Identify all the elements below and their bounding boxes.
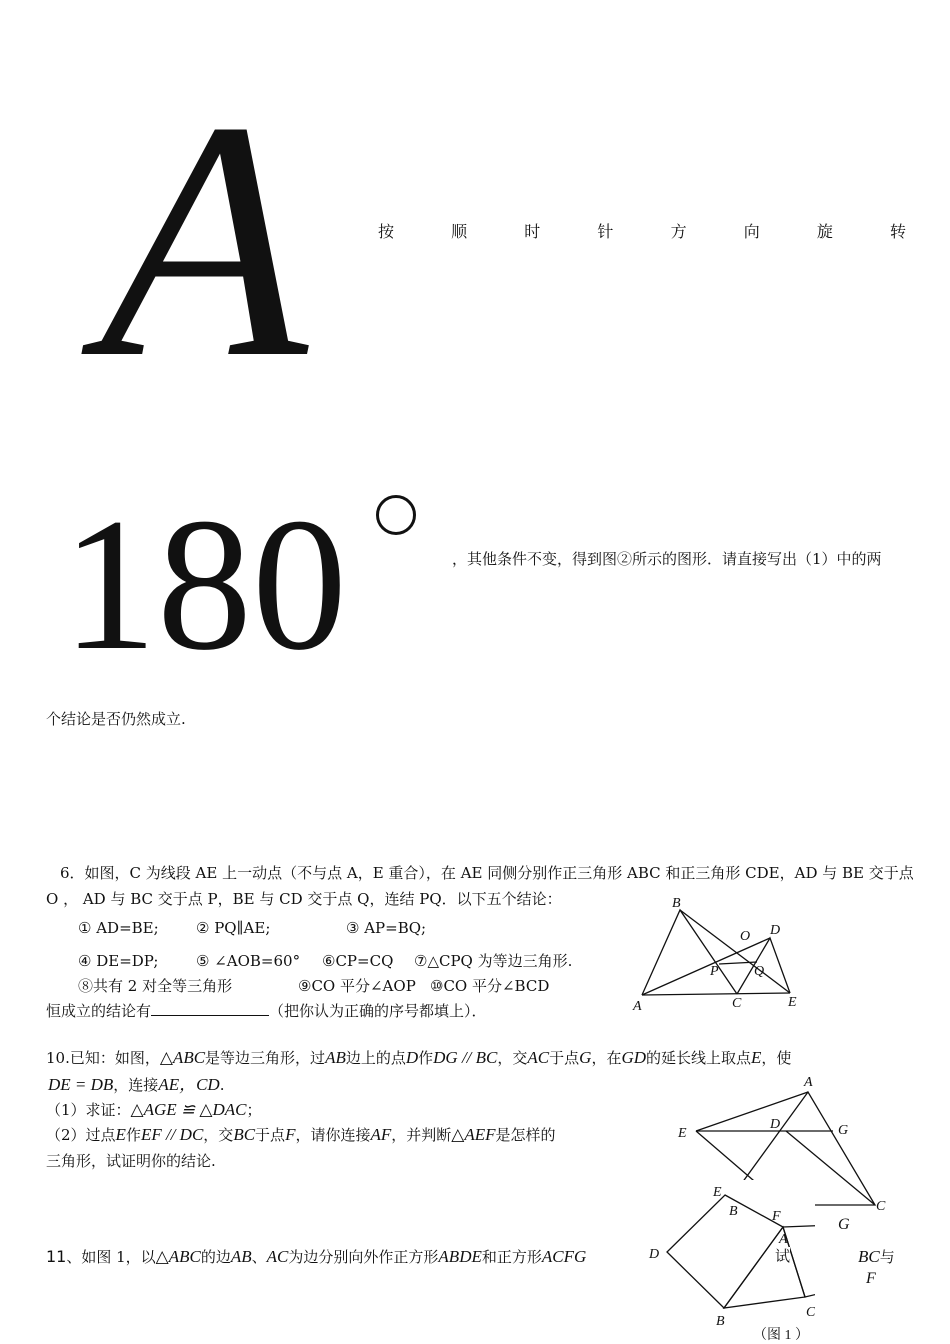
q10-part2: [46, 1125, 556, 1145]
q10-text: ，交: [203, 1126, 234, 1144]
q10-text: .: [219, 1076, 225, 1094]
q6-label-b: B: [672, 896, 681, 911]
spaced-char: 向: [743, 222, 760, 241]
q6-answer-prefix: 恒成立的结论有: [46, 1002, 152, 1020]
q11-math: BC: [858, 1247, 880, 1266]
q10-line2: [48, 1075, 224, 1095]
rotate-clockwise-text: [378, 219, 906, 242]
q6-conclusion-10: ⑩CO 平分∠BCD: [430, 977, 550, 995]
q11-label-f-top: F: [772, 1209, 781, 1224]
q10-part2-line2: 三角形，试证明你的结论.: [46, 1152, 216, 1170]
q6-conclusion-2: ② PQ∥AE;: [196, 919, 271, 937]
q6-label-o: O: [740, 929, 751, 944]
q10-math: DE = DB: [48, 1075, 114, 1094]
q11-label-e: E: [713, 1185, 722, 1200]
spaced-char: 转: [889, 222, 906, 241]
q10-text: 于点: [255, 1126, 286, 1144]
q10-math: E: [751, 1048, 762, 1067]
q10-math: F: [285, 1125, 296, 1144]
q10-text: （1）求证：: [46, 1101, 131, 1119]
q10-text: ，并判断: [391, 1126, 452, 1144]
q10-math: AF: [370, 1125, 392, 1144]
q6-conclusion-4: ④ DE=DP;: [78, 952, 159, 970]
q10-text: ，请你连接: [295, 1126, 371, 1144]
q6-label-a: A: [633, 999, 642, 1014]
q10-text: ，连接: [113, 1076, 159, 1094]
q6-label-d: D: [770, 923, 781, 938]
q10-math: EF // DC: [140, 1125, 204, 1144]
q10-text: ；: [246, 1101, 262, 1119]
q10-line1: [46, 1048, 791, 1068]
q11-line1-tail: [858, 1247, 895, 1267]
q10-math: AE，CD: [158, 1075, 220, 1094]
spaced-char: 时: [524, 222, 541, 241]
q6-label-q: Q: [754, 964, 765, 979]
q10-label-a: A: [804, 1075, 813, 1090]
q11-math: AC: [266, 1247, 289, 1266]
q6-answer-line: [46, 1002, 487, 1020]
q11-label-f: F: [866, 1270, 876, 1287]
q10-math: AC: [527, 1048, 550, 1067]
q10-label-g: G: [838, 1123, 849, 1138]
q11-text: 的边: [200, 1248, 231, 1266]
q10-label-c: C: [876, 1199, 886, 1214]
spaced-char: 按: [378, 222, 395, 241]
q11-tail-text: 试: [775, 1247, 791, 1265]
q6-conclusion-1: ① AD=BE;: [78, 919, 159, 937]
degree-circle-icon: [376, 495, 416, 535]
q6-conclusion-7: ⑦△CPQ 为等边三角形.: [414, 952, 573, 970]
q10-part1: [46, 1100, 262, 1120]
q6-triangle-abc: [642, 910, 737, 995]
q11-triangle-abc: [724, 1227, 805, 1308]
q11-label-a: A: [779, 1232, 788, 1247]
rotation-text-continued: ，其他条件不变，得到图②所示的图形．请直接写出（1）中的两: [452, 550, 882, 568]
spaced-char: 针: [597, 222, 614, 241]
q11-label-c: C: [806, 1305, 815, 1320]
q11-text: 与: [879, 1248, 895, 1266]
spaced-char: 顺: [451, 222, 468, 241]
q10-math: △AEF: [451, 1125, 496, 1144]
q11-figure-caption: （图 1 ）: [753, 1328, 809, 1343]
q10-text: 的延长线上取点: [646, 1049, 752, 1067]
q10-math: DG // BC: [433, 1048, 498, 1067]
q10-text: 边上的点: [345, 1049, 406, 1067]
q6-conclusion-3: ③ AP=BQ;: [346, 919, 427, 937]
q10-label-e: E: [678, 1126, 687, 1141]
q6-answer-suffix: （把你认为正确的序号都填上）．: [269, 1002, 487, 1020]
q11-math: △ABC: [155, 1247, 201, 1266]
q10-math: △ABC: [159, 1048, 206, 1067]
q6-segment-ae: [642, 993, 790, 995]
q10-text: 是等边三角形，过: [205, 1049, 326, 1067]
q10-text: ，使: [761, 1049, 792, 1067]
q11-text: 、: [251, 1248, 267, 1266]
q11-text: 和正方形: [481, 1248, 542, 1266]
q10-math: G: [579, 1048, 592, 1067]
q6-conclusion-6: ⑥CP=CQ: [322, 952, 394, 970]
rotation-text-end: 个结论是否仍然成立.: [46, 710, 186, 728]
q10-math: D: [405, 1048, 419, 1067]
q11-line1: [46, 1247, 586, 1267]
q10-text: 作: [125, 1126, 141, 1144]
q10-math: GD: [621, 1048, 647, 1067]
q11-number: 11: [46, 1247, 67, 1266]
q11-text: 为边分别向外作正方形: [288, 1248, 439, 1266]
q6-label-c: C: [732, 996, 742, 1011]
q10-text: （2）过点: [46, 1126, 116, 1144]
q6-figure: [620, 890, 820, 1015]
q10-segment-ae: [696, 1092, 808, 1131]
q6-label-e: E: [788, 995, 797, 1010]
q11-math: ABDE: [438, 1247, 482, 1266]
q11-label-b: B: [716, 1314, 725, 1329]
q6-line2: O ， AD 与 BC 交于点 P，BE 与 CD 交于点 Q，连结 PQ．以下五个结论：: [46, 890, 562, 908]
q6-conclusion-9: ⑨CO 平分∠AOP: [298, 977, 416, 995]
q10-math: E: [115, 1125, 126, 1144]
q11-math: ACFG: [541, 1247, 587, 1266]
answer-blank[interactable]: [151, 1003, 269, 1016]
q10-text: ，在: [591, 1049, 622, 1067]
q11-math: AB: [230, 1247, 252, 1266]
q10-text: 作: [418, 1049, 434, 1067]
q6-conclusion-8: ⑧共有 2 对全等三角形: [78, 977, 233, 995]
q11-text: 、如图 1，以: [66, 1248, 156, 1266]
q11-label-g: G: [838, 1216, 850, 1233]
q6-label-p: P: [710, 964, 719, 979]
large-letter-a: A: [100, 51, 308, 428]
q11-label-d: D: [649, 1247, 660, 1262]
large-number-180: 180: [62, 480, 347, 690]
q10-text: 10.已知：如图，: [46, 1049, 160, 1067]
q6-segment-ad: [642, 938, 770, 995]
q11-label-b-top: B: [729, 1204, 738, 1219]
q10-label-d: D: [770, 1117, 781, 1132]
q10-math: BC: [233, 1125, 256, 1144]
q10-text: 于点: [549, 1049, 580, 1067]
q10-math: △AGE ≌ △DAC: [130, 1100, 247, 1119]
q10-text: ，交: [497, 1049, 528, 1067]
spaced-char: 旋: [816, 222, 833, 241]
q6-conclusion-5: ⑤ ∠AOB=60°: [196, 952, 301, 970]
spaced-char: 方: [670, 222, 687, 241]
q6-line1: 6．如图，C 为线段 AE 上一动点（不与点 A，E 重合），在 AE 同侧分别作正三角形 ABC 和正三角形 CDE，AD 与 BE 交于点: [60, 864, 914, 882]
q10-math: AB: [325, 1048, 346, 1067]
q10-text: 是怎样的: [495, 1126, 556, 1144]
